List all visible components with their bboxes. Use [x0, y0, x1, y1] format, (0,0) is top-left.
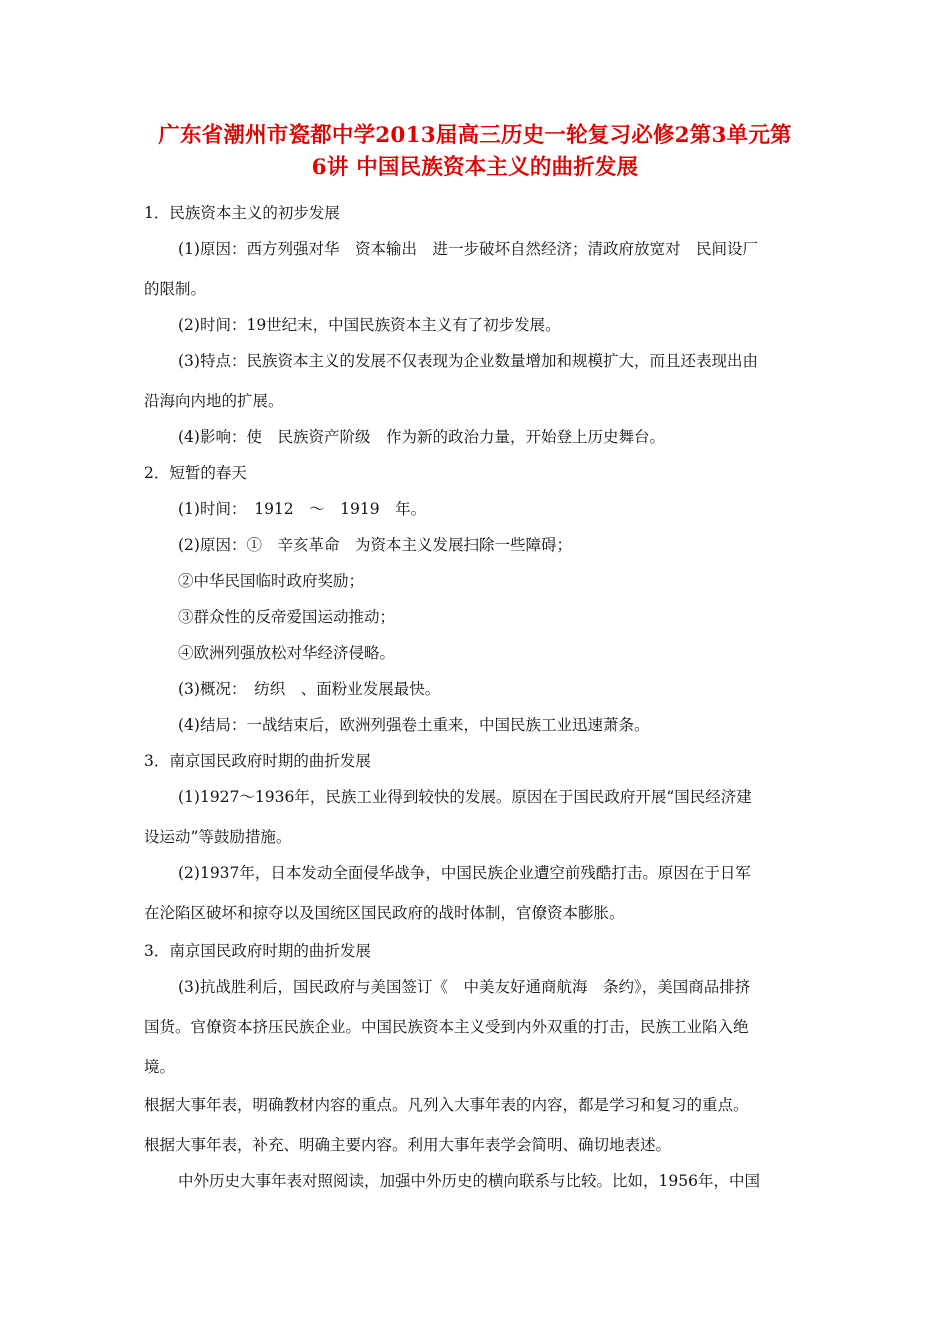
list-item: ④欧洲列强放松对华经济侵略。 [178, 644, 396, 662]
paragraph-line: 境。 [144, 1058, 176, 1076]
paragraph-line: 根据大事年表，明确教材内容的重点。凡列入大事年表的内容，都是学习和复习的重点。 [144, 1096, 749, 1114]
paragraph-line: (1)1927～1936年，民族工业得到较快的发展。原因在于国民政府开展“国民经济建 [178, 788, 752, 806]
list-item: ②中华民国临时政府奖励； [178, 572, 365, 590]
section-heading-3-repeat: 3．南京国民政府时期的曲折发展 [144, 942, 371, 960]
paragraph-line: 的限制。 [144, 280, 207, 298]
paragraph-line: (1)原因：西方列强对华 资本输出 进一步破坏自然经济；清政府放宽对 民间设厂 [178, 240, 758, 258]
section-heading-3: 3．南京国民政府时期的曲折发展 [144, 752, 371, 770]
title-line-2: 6讲 中国民族资本主义的曲折发展 [311, 155, 639, 180]
paragraph-line: (2)时间：19世纪末，中国民族资本主义有了初步发展。 [178, 316, 561, 334]
section-heading-2: 2．短暂的春天 [144, 464, 247, 482]
paragraph-line: (4)影响：使 民族资产阶级 作为新的政治力量，开始登上历史舞台。 [178, 428, 665, 446]
paragraph-line: 根据大事年表，补充、明确主要内容。利用大事年表学会简明、确切地表述。 [144, 1136, 672, 1154]
section-heading-1: 1．民族资本主义的初步发展 [144, 204, 340, 222]
paragraph-line: (2)1937年，日本发动全面侵华战争，中国民族企业遭空前残酷打击。原因在于日军 [178, 864, 751, 882]
paragraph-line: 设运动”等鼓励措施。 [144, 828, 292, 846]
title-line-1: 广东省潮州市瓷都中学2013届高三历史一轮复习必修2第3单元第 [158, 123, 792, 148]
paragraph-line: 沿海向内地的扩展。 [144, 392, 284, 410]
paragraph-line: (2)原因：① 辛亥革命 为资本主义发展扫除一些障碍； [178, 536, 572, 554]
paragraph-line: (4)结局：一战结束后，欧洲列强卷土重来，中国民族工业迅速萧条。 [178, 716, 650, 734]
paragraph-line: 中外历史大事年表对照阅读，加强中外历史的横向联系与比较。比如，1956年，中国 [178, 1172, 760, 1190]
paragraph-line: (3)概况： 纺织 、面粉业发展最快。 [178, 680, 441, 698]
paragraph-line: (3)特点：民族资本主义的发展不仅表现为企业数量增加和规模扩大，而且还表现出由 [178, 352, 758, 370]
list-item: ③群众性的反帝爱国运动推动； [178, 608, 396, 626]
paragraph-line: 在沦陷区破坏和掠夺以及国统区国民政府的战时体制，官僚资本膨胀。 [144, 904, 625, 922]
paragraph-line: (3)抗战胜利后，国民政府与美国签订《 中美友好通商航海 条约》，美国商品排挤 [178, 978, 751, 996]
paragraph-line: (1)时间： 1912 ～ 1919 年。 [178, 500, 427, 518]
paragraph-line: 国货。官僚资本挤压民族企业。中国民族资本主义受到内外双重的打击，民族工业陷入绝 [144, 1018, 749, 1036]
document-title [140, 120, 810, 184]
